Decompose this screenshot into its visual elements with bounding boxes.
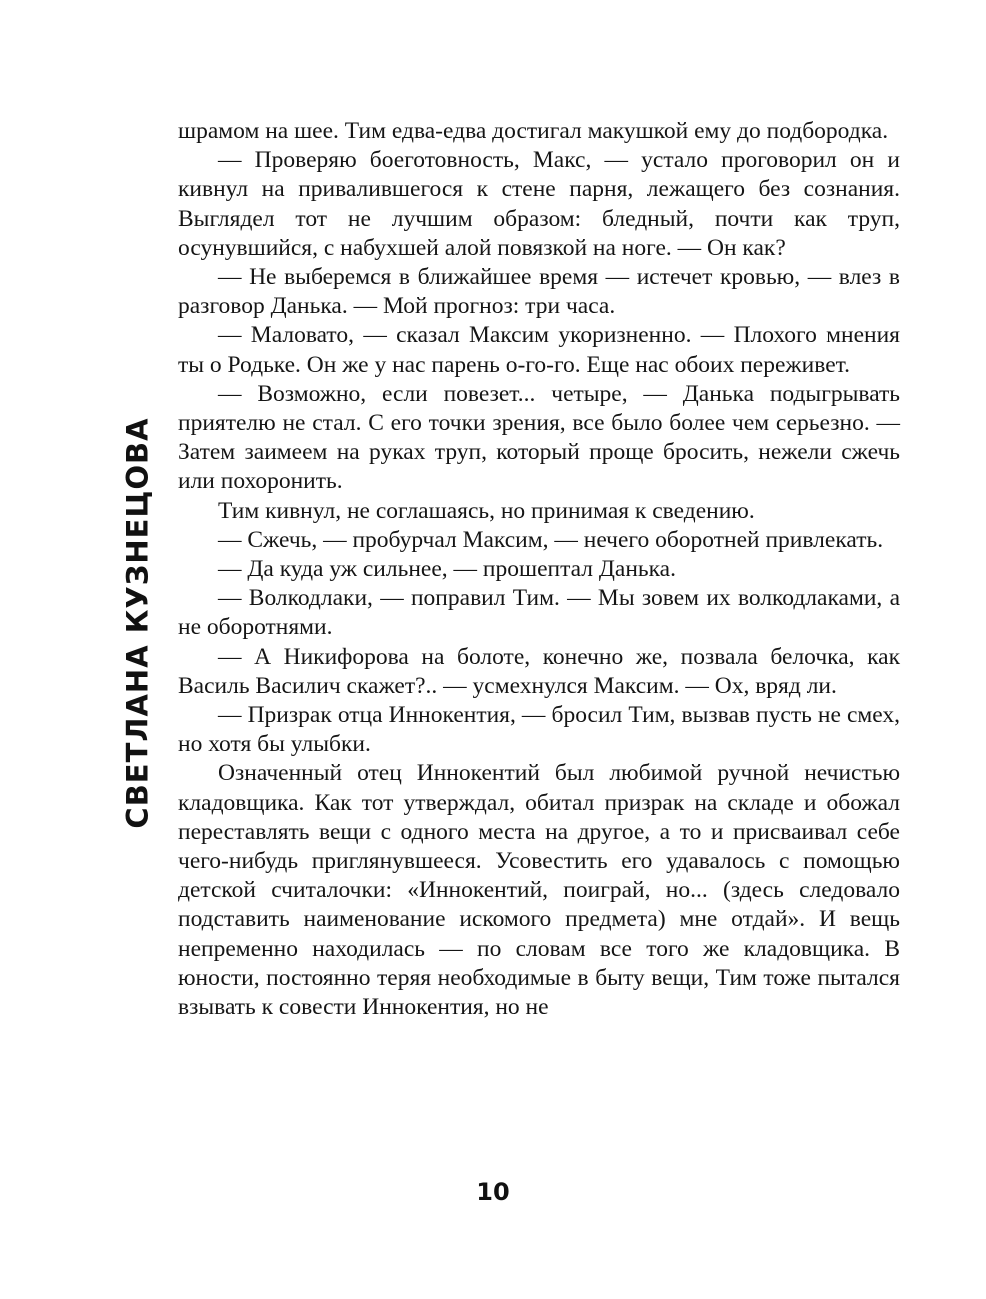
paragraph: Тим кивнул, не соглашаясь, но принимая к сведению. [218,497,755,524]
paragraph: — Возможно, если повезет... четыре, — Данька подыгрывать приятелю не стал. С его точки зрения, все было более чем серьезно. — Затем заимеем на руках труп, который проще бросить, нежели сжечь или похоронить. [178,380,900,495]
running-head-author [113,416,163,829]
paragraph: Означенный отец Иннокентий был любимой ручной нечистью кладовщика. Как тот утверждал, обитал призрак на складе и обожал переставлять вещи с одного места на другое, а то и присваивал себе чего-нибудь приглянувшееся. Усовестить его удавалось с помощью детской считалочки: «Иннокентий, поиграй, но... (здесь следовало подставить наименование искомого предмета) мне отдай». И вещь непременно находилась — по словам все того же кладовщика. В юности, постоянно теряя необходимые в быту вещи, Тим тоже пытался взывать к совести Иннокентия, но не [178,760,900,1021]
author-name: СВЕТЛАНА КУЗНЕЦОВА [121,416,156,829]
paragraph: — Маловато, — сказал Максим укоризненно. — Плохого мнения ты о Родьке. Он же у нас парень о-го-го. Еще нас обоих переживет. [178,322,900,378]
paragraph: шрамом на шее. Тим едва-едва достигал макушкой ему до подбородка. [178,118,889,144]
paragraph: — Сжечь, — пробурчал Максим, — нечего оборотней привлекать. [218,526,884,553]
paragraph: — Волкодлаки, — поправил Тим. — Мы зовем их волкодлаками, а не оборотнями. [178,585,900,641]
page-number: 10 [476,1178,510,1206]
paragraph: — Да куда уж сильнее, — прошептал Данька. [218,556,676,583]
paragraph: — Призрак отца Иннокентия, — бросил Тим, вызвав пусть не смех, но хотя бы улыбки. [178,702,900,758]
paragraph: — А Никифорова на болоте, конечно же, позвала белочка, как Василь Василич скажет?.. — усмехнулся Максим. — Ох, вряд ли. [178,643,900,699]
paragraph: — Не выберемся в ближайшее время — истечет кровью, — влез в разговор Данька. — Мой прогноз: три часа. [178,264,900,320]
body-text [178,117,900,1022]
paragraph: — Проверяю боеготовность, Макс, — устало проговорил он и кивнул на привалившегося к стене парня, лежащего без сознания. Выглядел тот не лучшим образом: бледный, почти как труп, осунувшийся, с набухшей алой повязкой на ноге. — Он как? [178,147,900,261]
